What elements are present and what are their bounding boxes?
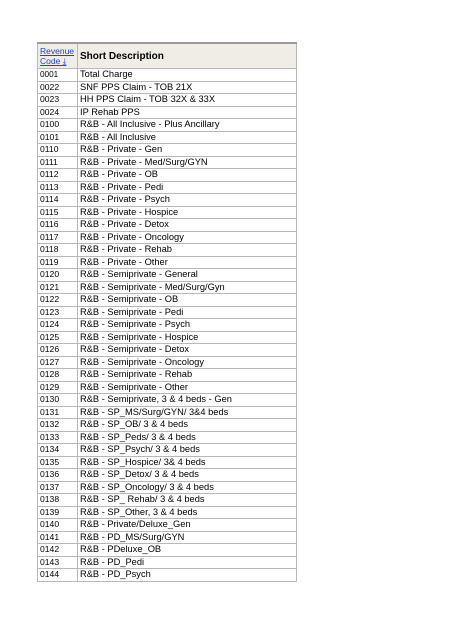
short-description-cell: R&B - Semiprivate - OB <box>78 294 297 307</box>
short-description-cell: R&B - SP_Oncology/ 3 & 4 beds <box>78 481 297 494</box>
table-row <box>38 119 297 132</box>
table-row <box>38 431 297 444</box>
table-row <box>38 269 297 282</box>
revenue-code-cell: 0118 <box>38 244 78 257</box>
revenue-code-cell: 0127 <box>38 356 78 369</box>
revenue-code-cell: 0122 <box>38 294 78 307</box>
revenue-code-header <box>38 43 78 69</box>
table-row <box>38 331 297 344</box>
short-description-cell: IP Rehab PPS <box>78 106 297 119</box>
short-description-cell: R&B - SP_OB/ 3 & 4 beds <box>78 419 297 432</box>
short-description-cell: R&B - PD_Pedi <box>78 556 297 569</box>
revenue-code-cell: 0119 <box>38 256 78 269</box>
table-row <box>38 556 297 569</box>
table-row <box>38 419 297 432</box>
table-row <box>38 306 297 319</box>
revenue-code-cell: 0110 <box>38 144 78 157</box>
revenue-code-cell: 0132 <box>38 419 78 432</box>
revenue-code-cell: 0130 <box>38 394 78 407</box>
revenue-code-cell: 0140 <box>38 519 78 532</box>
table-row <box>38 256 297 269</box>
revenue-code-cell: 0022 <box>38 81 78 94</box>
short-description-cell: HH PPS Claim - TOB 32X & 33X <box>78 94 297 107</box>
short-description-cell: R&B - PD_MS/Surg/GYN <box>78 531 297 544</box>
revenue-code-cell: 0141 <box>38 531 78 544</box>
table-row <box>38 144 297 157</box>
table-row <box>38 181 297 194</box>
revenue-code-cell: 0128 <box>38 369 78 382</box>
table-row <box>38 544 297 557</box>
short-description-cell: R&B - Private - Detox <box>78 219 297 232</box>
short-description-cell: R&B - Semiprivate - Oncology <box>78 356 297 369</box>
short-description-cell: R&B - Private - Med/Surg/GYN <box>78 156 297 169</box>
table-row <box>38 444 297 457</box>
table-row <box>38 206 297 219</box>
revenue-code-cell: 0133 <box>38 431 78 444</box>
revenue-code-cell: 0111 <box>38 156 78 169</box>
short-description-cell: R&B - Private/Deluxe_Gen <box>78 519 297 532</box>
revenue-code-cell: 0113 <box>38 181 78 194</box>
short-description-cell: R&B - SP_ Rehab/ 3 & 4 beds <box>78 494 297 507</box>
table-row <box>38 406 297 419</box>
short-description-cell: R&B - SP_Hospice/ 3& 4 beds <box>78 456 297 469</box>
short-description-cell: R&B - SP_Peds/ 3 & 4 beds <box>78 431 297 444</box>
revenue-code-cell: 0131 <box>38 406 78 419</box>
table-row <box>38 156 297 169</box>
short-description-cell: R&B - Semiprivate - General <box>78 269 297 282</box>
revenue-code-cell: 0124 <box>38 319 78 332</box>
revenue-code-cell: 0100 <box>38 119 78 132</box>
table-row <box>38 106 297 119</box>
table-row <box>38 456 297 469</box>
table-row <box>38 231 297 244</box>
short-description-cell: R&B - Semiprivate - Pedi <box>78 306 297 319</box>
short-description-cell: R&B - Private - Gen <box>78 144 297 157</box>
short-description-cell: R&B - Semiprivate - Psych <box>78 319 297 332</box>
table-row <box>38 394 297 407</box>
revenue-code-cell: 0121 <box>38 281 78 294</box>
table-row <box>38 94 297 107</box>
short-description-cell: R&B - All Inclusive - Plus Ancillary <box>78 119 297 132</box>
table-row <box>38 481 297 494</box>
short-description-cell: R&B - SP_Other, 3 & 4 beds <box>78 506 297 519</box>
revenue-code-cell: 0134 <box>38 444 78 457</box>
header-row <box>38 43 297 69</box>
short-description-cell: R&B - SP_Detox/ 3 & 4 beds <box>78 469 297 482</box>
revenue-code-cell: 0117 <box>38 231 78 244</box>
table-row <box>38 294 297 307</box>
table-row <box>38 319 297 332</box>
table-row <box>38 169 297 182</box>
table-row <box>38 369 297 382</box>
short-description-cell: R&B - Semiprivate - Other <box>78 381 297 394</box>
revenue-code-cell: 0137 <box>38 481 78 494</box>
short-description-cell: R&B - Private - Pedi <box>78 181 297 194</box>
table-row <box>38 344 297 357</box>
short-description-cell: R&B - Private - Hospice <box>78 206 297 219</box>
revenue-code-cell: 0126 <box>38 344 78 357</box>
short-description-cell: Total Charge <box>78 69 297 82</box>
revenue-code-cell: 0023 <box>38 94 78 107</box>
revenue-code-cell: 0138 <box>38 494 78 507</box>
table-row <box>38 281 297 294</box>
revenue-code-cell: 0115 <box>38 206 78 219</box>
revenue-code-cell: 0139 <box>38 506 78 519</box>
short-description-cell: R&B - Semiprivate, 3 & 4 beds - Gen <box>78 394 297 407</box>
revenue-code-cell: 0129 <box>38 381 78 394</box>
table-body <box>38 69 297 582</box>
revenue-code-cell: 0001 <box>38 69 78 82</box>
table-row <box>38 381 297 394</box>
short-description-cell: R&B - All Inclusive <box>78 131 297 144</box>
table-row <box>38 356 297 369</box>
revenue-code-cell: 0116 <box>38 219 78 232</box>
revenue-code-sort-link[interactable]: Revenue Code ⤓ <box>40 46 75 66</box>
revenue-code-cell: 0024 <box>38 106 78 119</box>
short-description-cell: R&B - Semiprivate - Med/Surg/Gyn <box>78 281 297 294</box>
short-description-cell: R&B - PD_Psych <box>78 569 297 582</box>
revenue-code-cell: 0125 <box>38 331 78 344</box>
table-row <box>38 194 297 207</box>
short-description-cell: R&B - Private - Rehab <box>78 244 297 257</box>
short-description-cell: R&B - Private - Oncology <box>78 231 297 244</box>
short-description-cell: R&B - Private - Psych <box>78 194 297 207</box>
table-row <box>38 131 297 144</box>
table-row <box>38 519 297 532</box>
revenue-code-cell: 0123 <box>38 306 78 319</box>
short-description-cell: R&B - Private - Other <box>78 256 297 269</box>
revenue-code-cell: 0112 <box>38 169 78 182</box>
revenue-code-cell: 0135 <box>38 456 78 469</box>
table-row <box>38 469 297 482</box>
table-row <box>38 531 297 544</box>
short-description-cell: R&B - Semiprivate - Hospice <box>78 331 297 344</box>
revenue-code-cell: 0114 <box>38 194 78 207</box>
short-description-cell: R&B - Semiprivate - Rehab <box>78 369 297 382</box>
table-row <box>38 69 297 82</box>
table-row <box>38 506 297 519</box>
short-description-cell: R&B - PDeluxe_OB <box>78 544 297 557</box>
revenue-code-table <box>37 42 297 582</box>
short-description-cell: R&B - SP_Psych/ 3 & 4 beds <box>78 444 297 457</box>
revenue-code-cell: 0142 <box>38 544 78 557</box>
revenue-code-cell: 0143 <box>38 556 78 569</box>
revenue-code-cell: 0136 <box>38 469 78 482</box>
short-description-header: Short Description <box>78 43 297 69</box>
table-row <box>38 244 297 257</box>
table-row <box>38 569 297 582</box>
short-description-cell: R&B - Private - OB <box>78 169 297 182</box>
table-row <box>38 219 297 232</box>
table-row <box>38 81 297 94</box>
table-row <box>38 494 297 507</box>
revenue-code-cell: 0101 <box>38 131 78 144</box>
revenue-code-cell: 0120 <box>38 269 78 282</box>
short-description-cell: R&B - SP_MS/Surg/GYN/ 3&4 beds <box>78 406 297 419</box>
short-description-cell: SNF PPS Claim - TOB 21X <box>78 81 297 94</box>
revenue-code-cell: 0144 <box>38 569 78 582</box>
short-description-cell: R&B - Semiprivate - Detox <box>78 344 297 357</box>
